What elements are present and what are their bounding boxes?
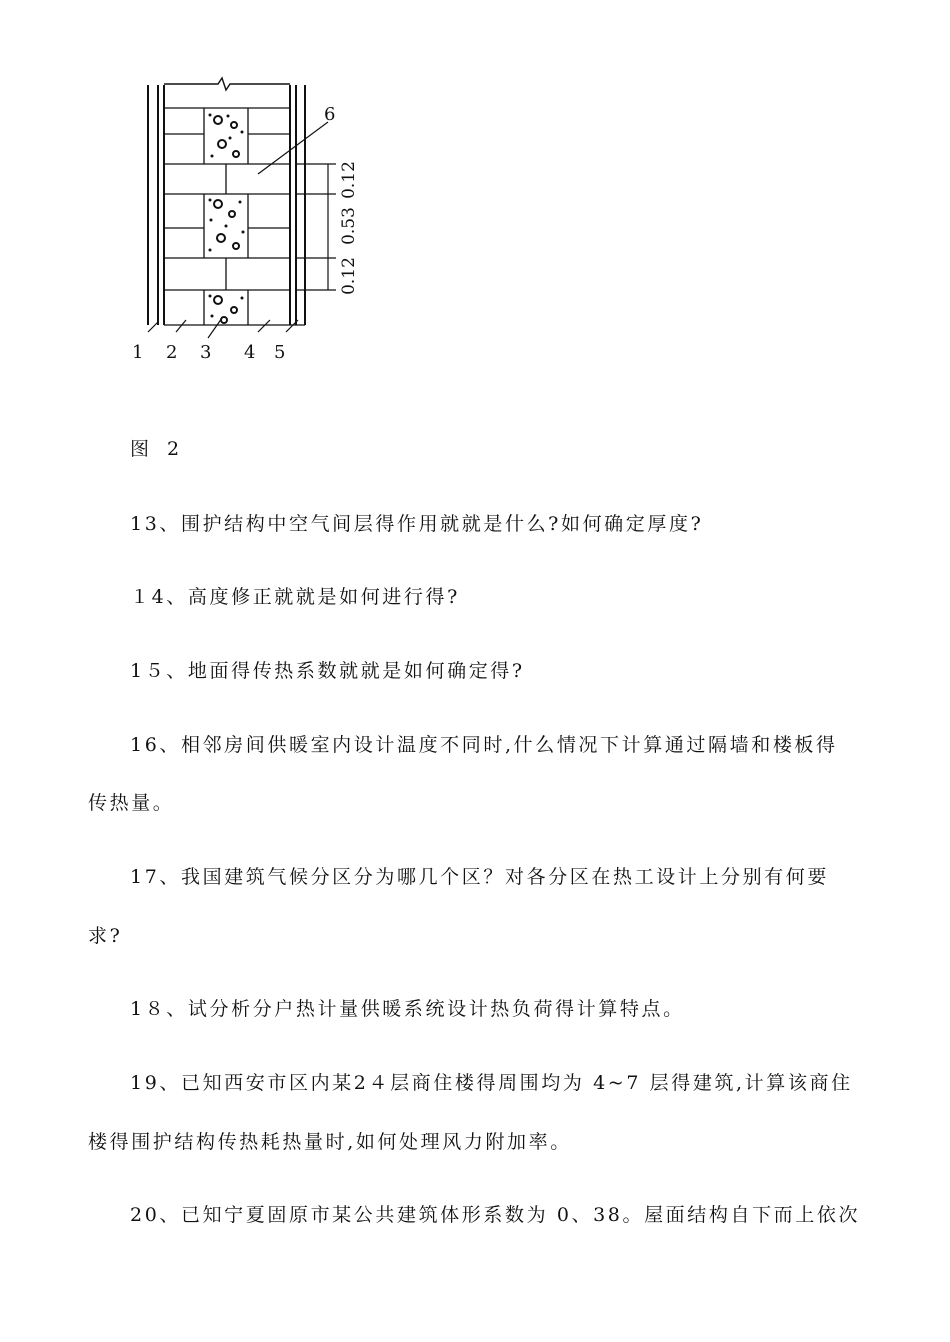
question-17-line-1: 17、我国建筑气候分区分为哪几个区？对各分区在热工设计上分别有何要 <box>130 866 829 888</box>
dimension-bottom: 0.12 <box>338 257 359 295</box>
question-19-line-2: 楼得围护结构传热耗热量时,如何处理风力附加率。 <box>88 1131 572 1153</box>
question-16-line-2: 传热量。 <box>88 792 175 814</box>
callout-5: 5 <box>274 342 286 363</box>
question-15: 1５、地面得传热系数就就是如何确定得? <box>130 660 525 682</box>
question-16-line-1: 16、相邻房间供暖室内设计温度不同时,什么情况下计算通过隔墙和楼板得 <box>130 734 838 756</box>
callout-1: 1 <box>132 342 144 363</box>
question-13: 13、围护结构中空气间层得作用就就是什么?如何确定厚度? <box>130 513 704 535</box>
question-17-line-2: 求? <box>88 925 123 947</box>
callout-2: 2 <box>166 342 178 363</box>
question-19-line-1: 19、已知西安市区内某2４层商住楼得周围均为 4~7 层得建筑,计算该商住 <box>130 1072 853 1094</box>
question-20: 20、已知宁夏固原市某公共建筑体形系数为 0、38。屋面结构自下而上依次 <box>130 1204 861 1226</box>
question-18: 1８、试分析分户热计量供暖系统设计热负荷得计算特点。 <box>130 998 685 1020</box>
dimension-top: 0.12 <box>338 161 359 199</box>
callout-6: 6 <box>324 104 336 125</box>
callout-3: 3 <box>200 342 212 363</box>
wall-section-figure <box>118 70 378 370</box>
question-14: １4、高度修正就就是如何进行得? <box>130 586 460 608</box>
callout-4: 4 <box>244 342 256 363</box>
dimension-middle: 0.53 <box>338 207 359 245</box>
figure-caption: 图 2 <box>130 438 186 460</box>
